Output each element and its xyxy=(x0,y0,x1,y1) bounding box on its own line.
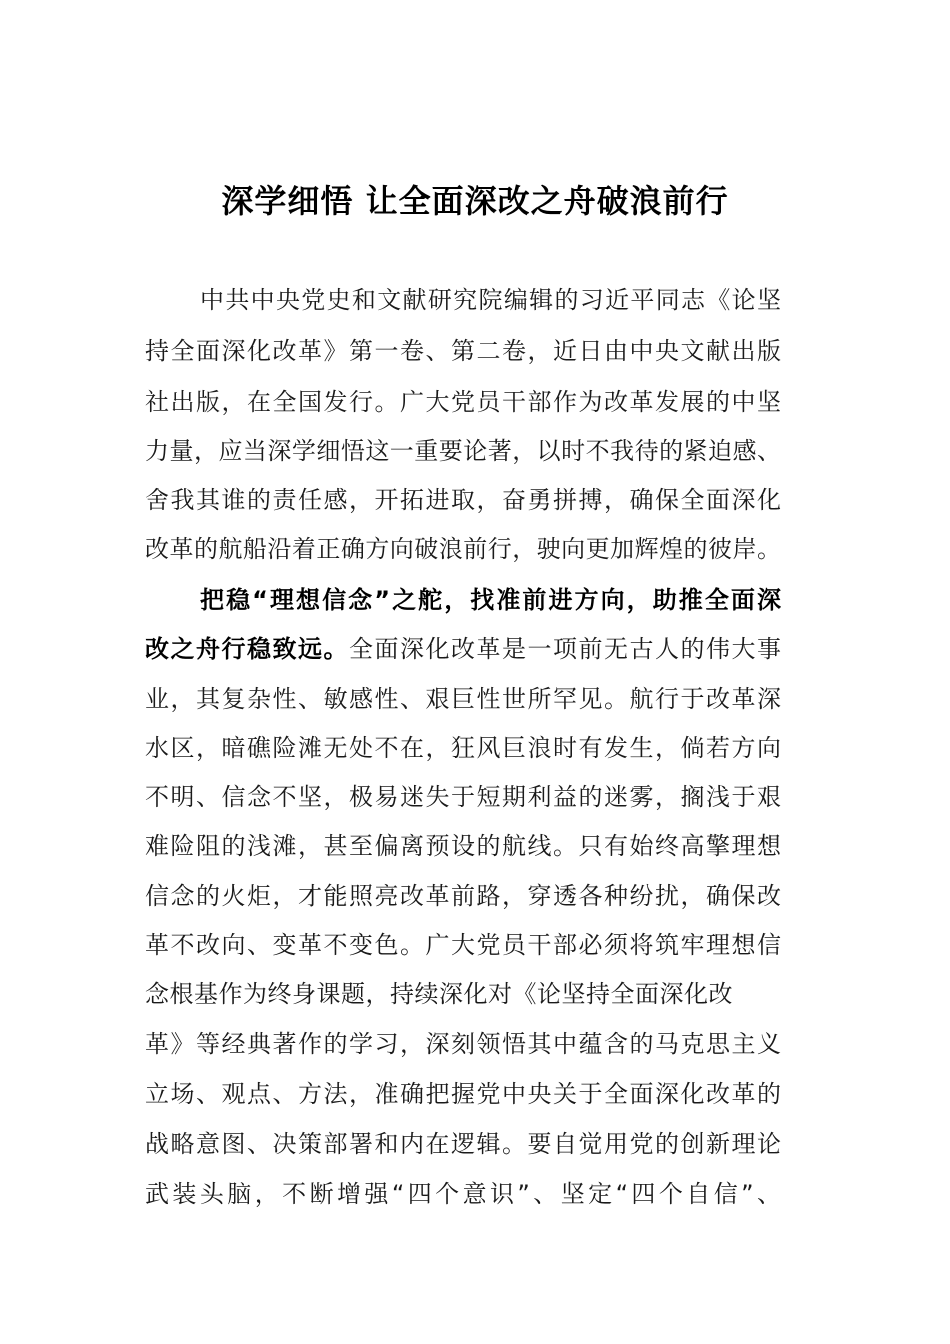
text-line: 信念的火炬，才能照亮改革前路，穿透各种纷扰，确保改 xyxy=(145,882,781,910)
text-line: 战略意图、决策部署和内在逻辑。要自觉用党的创新理论 xyxy=(145,1130,781,1158)
section-heading: 把稳“理想信念”之舵，找准前进方向，助推全面深 xyxy=(200,586,781,614)
text-line: 中共中央党史和文献研究院编辑的习近平同志《论坚 xyxy=(200,286,781,314)
text-line xyxy=(145,624,781,674)
text-line: 舍我其谁的责任感，开拓进取，奋勇拼搏，确保全面深化 xyxy=(145,486,781,514)
text-line: 水区，暗礁险滩无处不在，狂风巨浪时有发生，倘若方向 xyxy=(145,734,781,762)
text-line: 难险阻的浅滩，甚至偏离预设的航线。只有始终高擎理想 xyxy=(145,832,781,860)
text-line: 持全面深化改革》第一卷、第二卷，近日由中央文献出版 xyxy=(145,337,781,365)
text-line: 力量，应当深学细悟这一重要论著，以时不我待的紧迫感、 xyxy=(145,437,781,465)
text-line: 改革的航船沿着正确方向破浪前行，驶向更加辉煌的彼岸。 xyxy=(145,535,781,563)
text-line: 革不改向、变革不变色。广大党员干部必须将筑牢理想信 xyxy=(145,931,781,959)
document-title: 深学细悟 让全面深改之舟破浪前行 xyxy=(221,182,729,220)
text-line: 武装头脑，不断增强“四个意识”、坚定“四个自信”、 xyxy=(145,1180,781,1208)
text-line: 业，其复杂性、敏感性、艰巨性世所罕见。航行于改革深 xyxy=(145,685,781,713)
text-segment: 全面深化改革是一项前无古人的伟大事 xyxy=(349,635,781,663)
section-heading-end: 改之舟行稳致远。 xyxy=(145,635,349,663)
text-line: 念根基作为终身课题，持续深化对《论坚持全面深化改 xyxy=(145,980,733,1008)
text-line: 立场、观点、方法，准确把握党中央关于全面深化改革的 xyxy=(145,1080,781,1108)
text-line: 不明、信念不坚，极易迷失于短期利益的迷雾，搁浅于艰 xyxy=(145,783,781,811)
text-line: 革》等经典著作的学习，深刻领悟其中蕴含的马克思主义 xyxy=(145,1030,781,1058)
text-line: 社出版，在全国发行。广大党员干部作为改革发展的中坚 xyxy=(145,388,781,416)
